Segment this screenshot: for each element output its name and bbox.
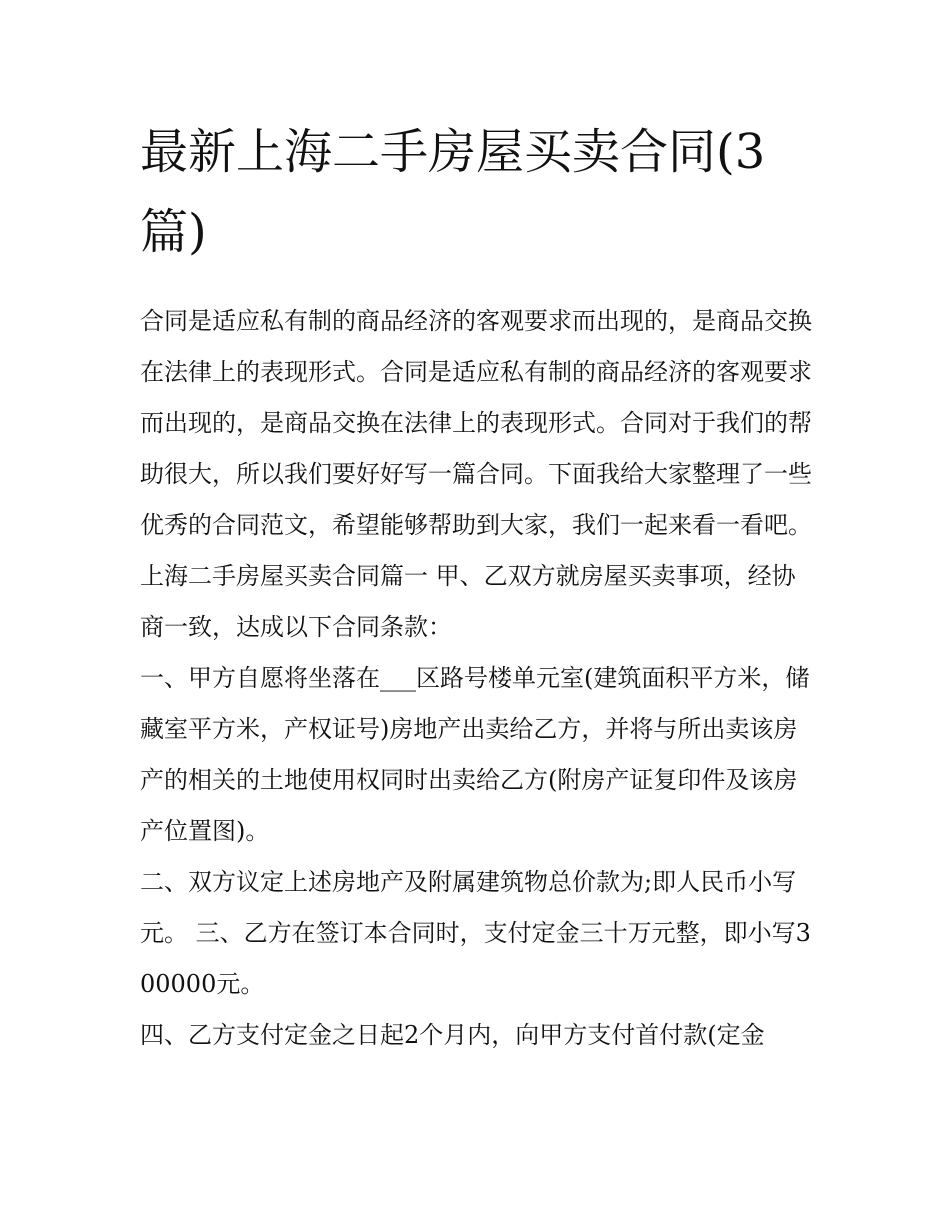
paragraph-clause-two-three: 二、双方议定上述房地产及附属建筑物总价款为;即人民币小写元。 三、乙方在签订本合同时，支付定金三十万元整，即小写300000元。 <box>140 868 811 998</box>
paragraph-clause-four: 四、乙方支付定金之日起2个月内，向甲方支付首付款(定金 <box>140 1021 765 1049</box>
paragraph-article-one-heading: 上海二手房屋买卖合同篇一 甲、乙双方就房屋买卖事项，经协商一致，达成以下合同条款： <box>140 562 796 641</box>
document-title: 最新上海二手房屋买卖合同(3篇) <box>140 124 766 260</box>
paragraph-intro: 合同是适应私有制的商品经济的客观要求而出现的，是商品交换在法律上的表现形式。合同是适应私有制的商品经济的客观要求而出现的，是商品交换在法律上的表现形式。合同对于我们的帮助很大，所以我们要好好写一篇合同。下面我给大家整理了一些优秀的合同范文，希望能够帮助到大家，我们一起来看一看吧。 <box>140 307 812 539</box>
document-page <box>140 112 812 1061</box>
paragraph-clause-one: 一、甲方自愿将坐落在___区路号楼单元室(建筑面积平方米，储藏室平方米，产权证号)房地产出卖给乙方，并将与所出卖该房产的相关的土地使用权同时出卖给乙方(附房产证复印件及该房产位置图)。 <box>140 664 810 845</box>
